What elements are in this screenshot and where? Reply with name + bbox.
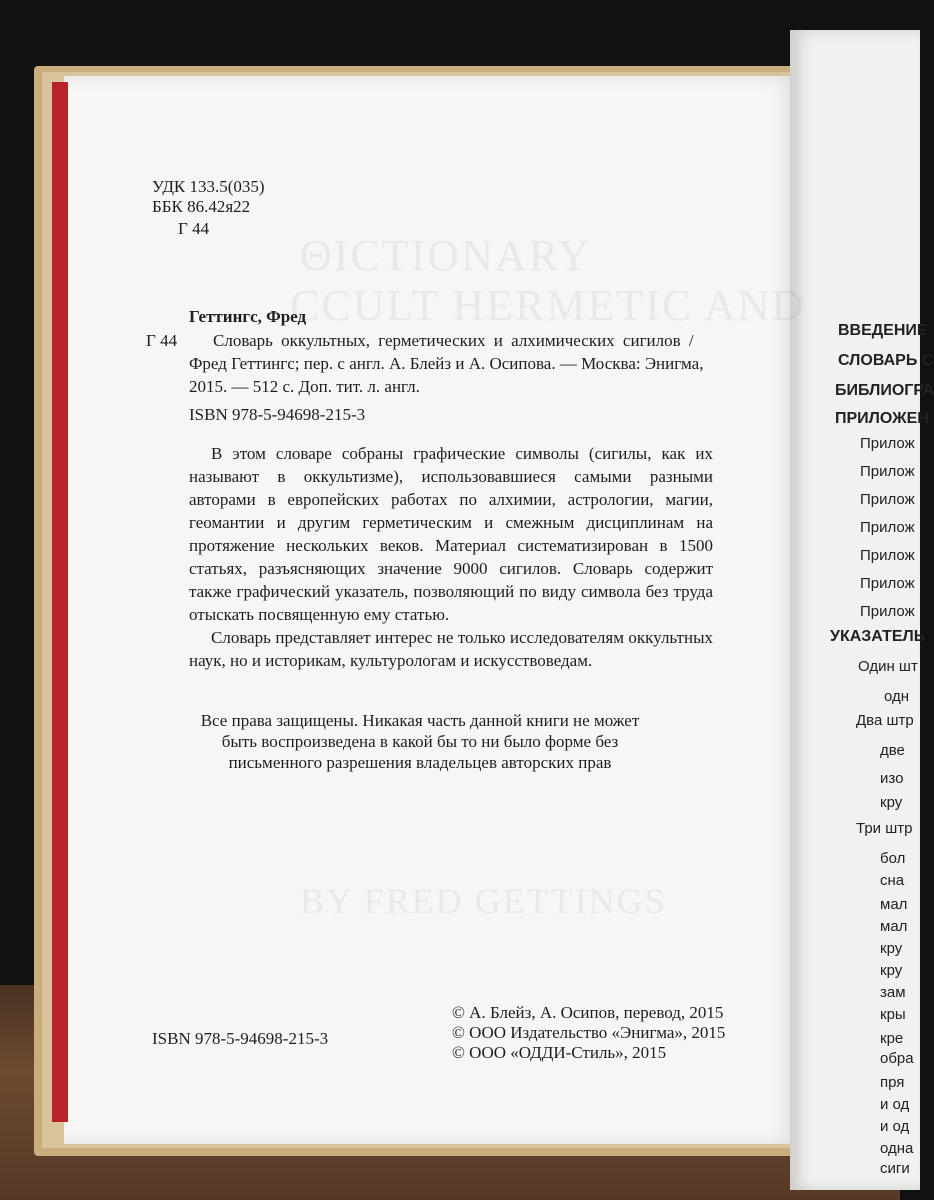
isbn-top: ISBN 978-5-94698-215-3: [189, 405, 366, 424]
toc-entry: Прилож: [860, 519, 915, 536]
toc-entry: одна: [880, 1140, 914, 1157]
toc-entry: кру: [880, 962, 903, 979]
toc-entry: СЛОВАРЬ С: [838, 352, 934, 369]
toc-entry: ВВЕДЕНИЕ: [838, 322, 928, 339]
toc-entry: и од: [880, 1096, 910, 1113]
show-through: CCULT HERMETIC AND: [290, 281, 806, 330]
toc-entry: Прилож: [860, 463, 915, 480]
copyright-publisher: © ООО Издательство «Энигма», 2015: [452, 1023, 726, 1042]
toc-entry: кре: [880, 1030, 904, 1047]
show-through: BY FRED GETTINGS: [300, 881, 667, 921]
toc-entry: Прилож: [860, 575, 915, 592]
toc-entry: Прилож: [860, 547, 915, 564]
rights-line-1: Все права защищены. Никакая часть данной книги не может: [200, 711, 640, 730]
toc-entry: Прилож: [860, 435, 915, 452]
author-mark: Г 44: [178, 219, 210, 238]
toc-entry: Прилож: [860, 603, 915, 620]
toc-entry: пря: [880, 1074, 905, 1091]
toc-entry: мал: [880, 896, 908, 913]
show-through: ΘΙCTIONARY: [300, 231, 592, 280]
description-line-3: 2015. — 512 с. Доп. тит. л. англ.: [189, 377, 420, 396]
toc-entry: обра: [880, 1050, 914, 1067]
toc-entry: ПРИЛОЖЕН: [835, 410, 929, 427]
toc-entry: бол: [880, 850, 906, 867]
toc-entry: Два штр: [856, 712, 914, 729]
toc-entry: сиги: [880, 1160, 910, 1177]
rights-line-3: письменного разрешения владельцев авторских прав: [228, 753, 612, 772]
abstract: [189, 442, 713, 672]
abstract-paragraph-2: Словарь представляет интерес не только исследователям оккультных наук, но и историкам, культурологам и искусствоведам.: [189, 628, 713, 670]
toc-entry: кры: [880, 1006, 906, 1023]
toc-entry: УКАЗАТЕЛЬ: [830, 628, 926, 645]
copyright-translation: © А. Блейз, А. Осипов, перевод, 2015: [452, 1003, 724, 1022]
toc-entry: Прилож: [860, 491, 915, 508]
toc-entry: кру: [880, 940, 903, 957]
toc-entry: одн: [884, 688, 910, 705]
toc-entry: сна: [880, 872, 905, 889]
toc-entry: и од: [880, 1118, 910, 1135]
toc-entry: БИБЛИОГРА: [835, 382, 934, 399]
bbk-code: ББК 86.42я22: [152, 197, 251, 216]
toc-entry: изо: [880, 770, 904, 787]
catalog-mark: Г 44: [146, 331, 178, 350]
rights-line-2: быть воспроизведена в какой бы то ни было форме без: [221, 732, 619, 751]
toc-entry: зам: [880, 984, 906, 1001]
bookmark-ribbon: [52, 82, 68, 1122]
toc-entry: Один шт: [858, 658, 918, 675]
abstract-paragraph-1: В этом словаре собраны графические символы (сигилы, как их называют в оккультизме), использовавшиеся самыми разными авторами в европейских работах по алхимии, астрологии, магии, геомантии и другим герметическим и смежным дисциплинам на протяжение нескольких веков. Материал систематизирован в 1500 статьях, разъясняющих значение 9000 сигилов. Словарь содержит также графический указатель, позволяющий по виду символа без труда отыскать посвященную ему статью.: [189, 444, 713, 624]
toc-entry: кру: [880, 794, 903, 811]
author-heading: Геттингс, Фред: [189, 307, 307, 326]
description-line-1: Словарь оккультных, герметических и алхимических сигилов /: [213, 331, 694, 350]
udk-code: УДК 133.5(035): [152, 177, 265, 196]
isbn-bottom: ISBN 978-5-94698-215-3: [152, 1029, 329, 1048]
toc-entry: две: [880, 742, 905, 759]
copyright-oddi: © ООО «ОДДИ-Стиль», 2015: [452, 1043, 667, 1062]
toc-entry: Три штр: [856, 820, 913, 837]
toc-entry: мал: [880, 918, 908, 935]
description-line-2: Фред Геттингс; пер. с англ. А. Блейз и А. Осипова. — Москва: Энигма,: [189, 354, 704, 373]
